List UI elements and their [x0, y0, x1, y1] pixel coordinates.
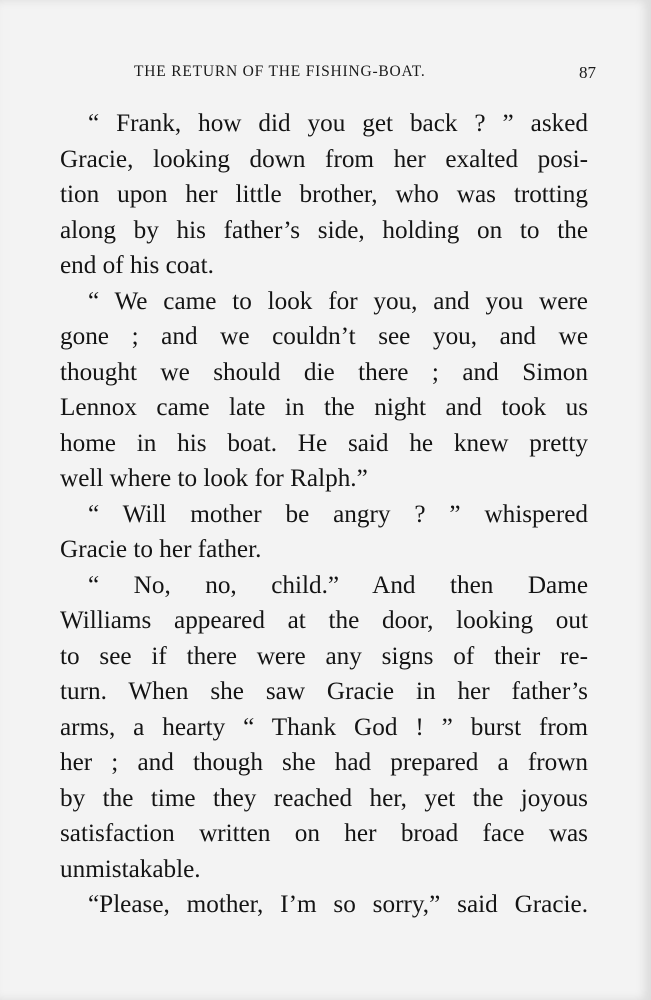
running-title: THE RETURN OF THE FISHING-BOAT.: [134, 63, 426, 80]
text-line: arms, a hearty “ Thank God ! ” burst from: [60, 713, 588, 741]
text-line: turn. When she saw Gracie in her father’s: [60, 678, 588, 705]
text-line: tion upon her little brother, who was trotting: [60, 181, 588, 208]
page-header: [62, 63, 598, 87]
text-line: end of his coat.: [60, 252, 214, 279]
text-line: home in his boat. He said he knew pretty: [60, 429, 588, 457]
text-line: Gracie to her father.: [60, 536, 262, 563]
text-line: Gracie, looking down from her exalted posi-: [60, 145, 588, 173]
text-line: “ Frank, how did you get back ? ” asked: [88, 110, 588, 137]
text-line: to see if there were any signs of their re-: [60, 642, 588, 670]
text-line: satisfaction written on her broad face was: [60, 820, 588, 847]
text-line: well where to look for Ralph.”: [60, 465, 368, 492]
text-line: thought we should die there ; and Simon: [60, 358, 588, 386]
body-text: [60, 106, 588, 923]
text-line: Williams appeared at the door, looking out: [60, 607, 588, 634]
text-line: gone ; and we couldn’t see you, and we: [60, 323, 588, 350]
text-line: her ; and though she had prepared a frown: [60, 749, 588, 776]
text-line: Lennox came late in the night and took us: [60, 394, 588, 421]
text-line: “ We came to look for you, and you were: [88, 287, 588, 315]
page-number: 87: [579, 63, 596, 82]
text-line: “Please, mother, I’m so sorry,” said Gracie.: [88, 891, 588, 918]
text-line: “ No, no, child.” And then Dame: [88, 571, 588, 599]
text-line: by the time they reached her, yet the joyous: [60, 784, 588, 812]
text-line: “ Will mother be angry ? ” whispered: [88, 500, 588, 528]
text-line: along by his father’s side, holding on to the: [60, 216, 588, 244]
text-line: unmistakable.: [60, 855, 201, 883]
